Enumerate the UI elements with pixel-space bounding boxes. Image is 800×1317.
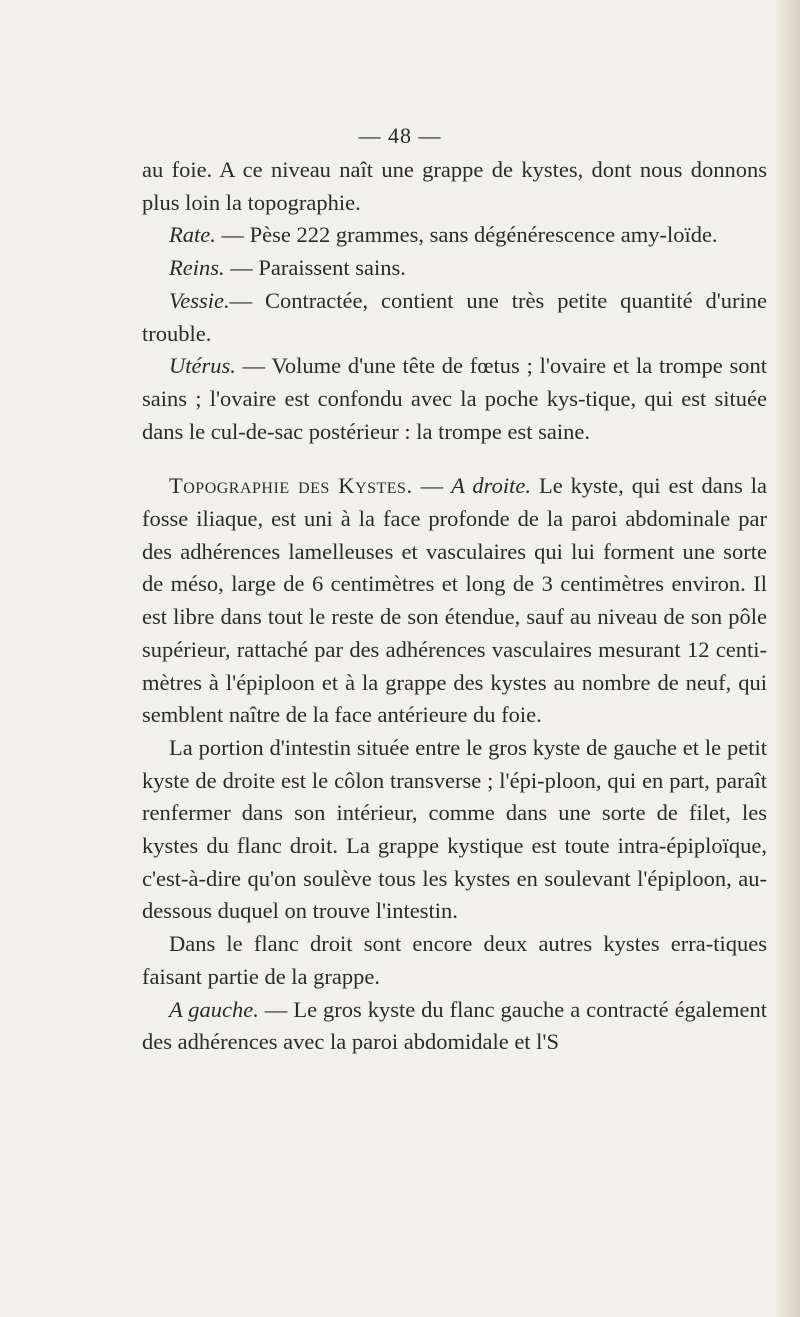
paragraph-lead-droite: A droite. <box>451 473 531 499</box>
page-number: — 48 — <box>358 123 442 148</box>
paragraph-lead-reins: Reins. <box>169 255 225 281</box>
paragraph-rate <box>142 219 767 252</box>
page-edge-shadow <box>774 0 800 1317</box>
paragraph-dash: — <box>235 353 272 379</box>
paragraph-reins <box>142 252 767 285</box>
paragraph-text: au foie. A ce niveau naît une grappe de kystes, dont nous donnons plus loin la topographie. <box>142 157 767 215</box>
section-heading-topographie: Topographie des Kystes. <box>169 473 413 499</box>
paragraph-text: Dans le flanc droit sont encore deux autres kystes erra-tiques faisant partie de la grappe. <box>142 931 767 989</box>
paragraph-foie <box>142 154 767 219</box>
paragraph-text: Le kyste, qui est dans la fosse iliaque, est uni à la face profonde de la paroi abdominale par des adhérences lamelleuses et vasculaires qui lui forment une sorte de méso, large de 6 centimètres et long de 3 centimètres environ. Il est libre dans tout le reste de son étendue, sauf au niveau de son pôle supérieur, rattaché par des adhérences vasculaires mesurant 12 centi-mètres à l'épiploon et à la grappe des kystes au nombre de neuf, qui semblent naître de la face antérieure du foie. <box>142 473 768 728</box>
paragraph-dash: — <box>224 255 259 281</box>
paragraph-gauche <box>142 994 767 1059</box>
paragraph-uterus <box>142 350 767 448</box>
paragraph-flanc-droit <box>142 928 767 993</box>
paragraph-text: Pèse 222 grammes, sans dégénérescence amy-loïde. <box>249 222 718 248</box>
paragraph-lead-uterus: Utérus. <box>169 353 236 379</box>
paragraph-lead-vessie: Vessie. <box>169 287 230 313</box>
paragraph-topographie <box>142 470 767 732</box>
paragraph-dash: — <box>258 996 294 1022</box>
paragraph-text: La portion d'intestin située entre le gros kyste de gauche et le petit kyste de droite est le côlon transverse ; l'épi-ploon, qui en part, paraît renfermer dans son intérieur, comme dans une sorte de filet, les kystes du flanc droit. La grappe kystique est toute intra-épiploïque, c'est-à-dire qu'on soulève tous les kystes en soulevant l'épiploon, au-dessous duquel on trouve l'intestin. <box>142 734 767 924</box>
paragraph-dash: — <box>412 473 452 499</box>
paragraph-dash: — <box>229 287 266 313</box>
body-text <box>142 154 767 1059</box>
paragraph-text: Le gros kyste du flanc gauche a contracté également des adhérences avec la paroi abdomidale et l'S <box>142 996 768 1055</box>
paragraph-dash: — <box>215 222 250 248</box>
paragraph-intestin <box>142 732 767 928</box>
paragraph-lead-rate: Rate. <box>169 222 216 248</box>
paragraph-lead-gauche: A gauche. <box>169 996 259 1022</box>
paragraph-text: Contractée, contient une très petite quantité d'urine trouble. <box>142 287 768 346</box>
paragraph-vessie <box>142 285 767 350</box>
paragraph-text: Volume d'une tête de fœtus ; l'ovaire et la trompe sont sains ; l'ovaire est confondu avec la poche kys-tique, qui est située dans le cul-de-sac postérieur : la trompe est saine. <box>142 353 768 444</box>
paragraph-text: Paraissent sains. <box>258 255 406 281</box>
